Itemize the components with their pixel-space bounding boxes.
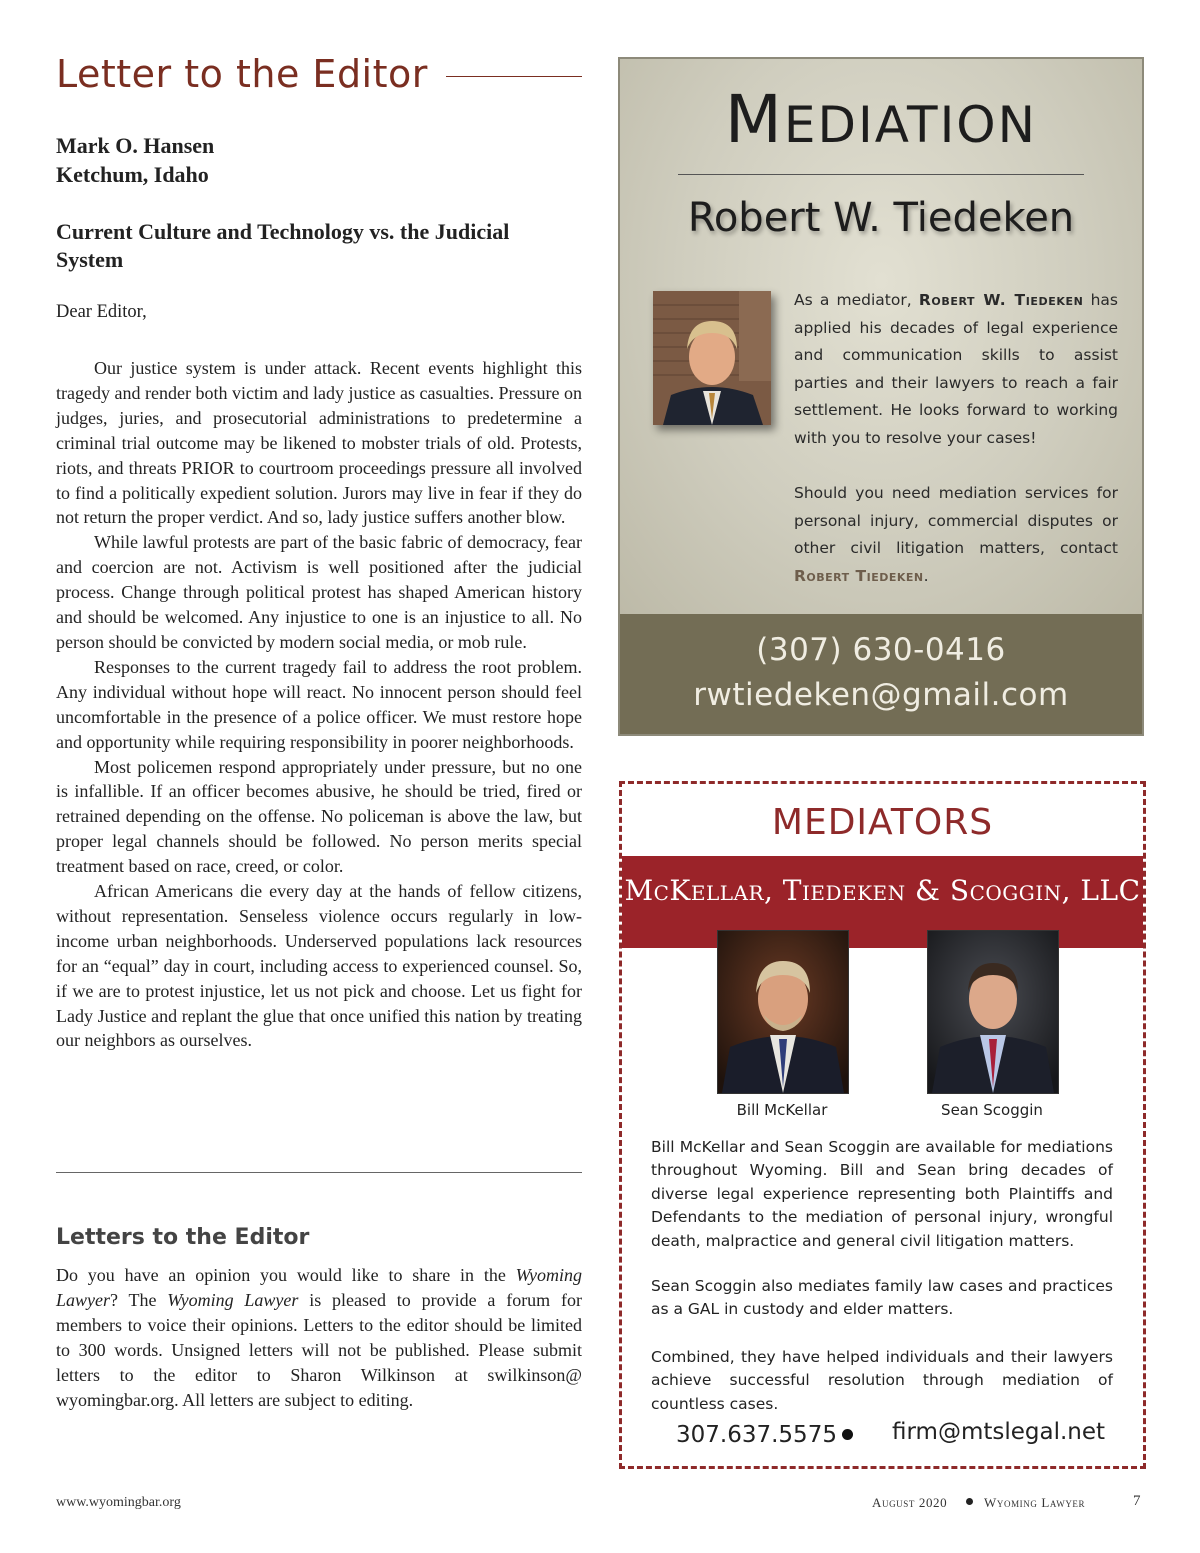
letter-paragraph: While lawful protests are part of the basic fabric of democracy, fear and coercion are not. Activism is well positioned after the judicial process. Change through political protest has shaped American history and should be welcomed. Any injustice to one is an injustice to all. No person should be convicted by modern social media, or mob rule.: [56, 532, 582, 652]
ad-title-rule: [678, 174, 1084, 175]
ad-contact-bar: [620, 614, 1142, 734]
desc-text: has applied his decades of legal experience and communication skills to assist parties and their lawyers to reach a fair settlement. He looks forward to working with you to resolve your cases!: [794, 291, 1118, 447]
letter-body: [56, 356, 582, 1053]
ad-mediators-firm: [619, 781, 1146, 1469]
services-text: .: [923, 566, 929, 585]
ad-title: [620, 81, 1142, 158]
section-title: Letter to the Editor: [56, 52, 428, 96]
desc-text: As a mediator,: [794, 291, 919, 309]
firm-phone: 307.637.5575: [676, 1422, 837, 1448]
letters-info-body: [56, 1263, 582, 1412]
info-text: is pleased to provide a forum for members to voice their opinions. Letters to the editor should be limited to 300 words. Unsigned letters will not be published. Please submit letters to the editor to Sharon Wilkinson at swilkinson@ wyomingbar.org. All letters are subject to editing.: [56, 1289, 582, 1410]
title-rule: [446, 76, 582, 77]
letter-paragraph: African Americans die every day at the hands of fellow citizens, without representation. Senseless violence occurs regularly in low-income urban neighborhoods. Underserved populations lack resources for an “equal” day in court, including access to experienced counsel. So, if we are to protest injustice, let us not pick and choose. Let us fight for Lady Justice and replant the glue that once unified this nation by treating our neighbors as ourselves.: [56, 881, 582, 1051]
letter-heading: Current Culture and Technology vs. the Judicial System: [56, 219, 510, 272]
magazine-name: Wyoming Lawyer: [56, 1265, 582, 1310]
magazine-name: Wyoming Lawyer: [167, 1289, 299, 1310]
photo-sean-scoggin: [927, 930, 1059, 1094]
section-divider: [56, 1172, 582, 1173]
desc-mediator-name: Robert W. Tiedeken: [918, 291, 1084, 309]
firm-name: McKellar, Tiedeken & Scoggin, LLC: [624, 874, 1141, 907]
mediator-description: [794, 287, 1118, 452]
letter-paragraph: Responses to the current tragedy fail to address the root problem. Any individual without hope will react. No innocent person should feel uncomfortable in the presence of a police officer. We must restore hope and opportunity while requiring responsibility in poorer neighborhoods.: [56, 656, 582, 752]
letters-info-heading: Letters to the Editor: [56, 1225, 310, 1250]
mediator-photo: [653, 291, 771, 425]
caption-sean-scoggin: Sean Scoggin: [941, 1101, 1043, 1119]
ad-title: MEDIATORS: [771, 802, 994, 843]
letter-paragraph: Most policemen respond appropriately under pressure, but no one is infallible. If an officer becomes abusive, he should be tried, fired or retrained depending on the offense. No policeman is above the law, but proper legal channels should be followed. No person merits special treatment based on race, creed, or color.: [56, 756, 582, 877]
firm-email: firm@mtslegal.net: [892, 1419, 1106, 1445]
info-text: Do you have an opinion you would like to share in the: [56, 1265, 516, 1285]
mediator-name: Robert W. Tiedeken: [687, 195, 1075, 241]
firm-family-law-note: Sean Scoggin also mediates family law cases and practices as a GAL in custody and elder matters.: [651, 1277, 1113, 1319]
ad-title-initial: M: [724, 81, 784, 158]
author-name: Mark O. Hansen: [56, 133, 215, 158]
bullet-separator: [842, 1429, 853, 1440]
services-contact-name: Robert Tiedeken: [794, 566, 924, 585]
footer-bullet: [966, 1498, 973, 1505]
firm-results: Combined, they have helped individuals and their lawyers achieve successful resolution through mediation of countless cases.: [651, 1348, 1113, 1413]
services-text: Should you need mediation services for personal injury, commercial disputes or other civil litigation matters, contact: [794, 484, 1118, 557]
mediator-phone: (307) 630-0416: [756, 632, 1006, 668]
caption-bill-mckellar: Bill McKellar: [736, 1101, 828, 1119]
ad-tiedeken-mediation: [618, 57, 1144, 736]
salutation: Dear Editor,: [56, 302, 147, 322]
firm-description: Bill McKellar and Sean Scoggin are available for mediations throughout Wyoming. Bill and Sean bring decades of diverse legal experience representing both Plaintiffs and Defendants to the mediation of personal injury, wrongful death, malpractice and general civil litigation matters.: [651, 1138, 1113, 1250]
footer-url: www.wyomingbar.org: [56, 1495, 181, 1510]
footer-issue-date: August 2020: [872, 1495, 948, 1510]
page-number: 7: [1133, 1493, 1141, 1509]
firm-banner: [622, 856, 1143, 948]
photo-bill-mckellar: [717, 930, 849, 1094]
info-text: ? The: [110, 1289, 168, 1310]
ad-title-rest: EDIATION: [783, 96, 1038, 154]
author-location: Ketchum, Idaho: [56, 162, 209, 187]
letter-paragraph: Our justice system is under attack. Recent events highlight this tragedy and render both victim and lady justice as casualties. Pressure on judges, juries, and prosecutorial administrations to predetermine a criminal trial outcome may be likened to mobster trials of old. Protests, riots, and threats PRIOR to courtroom proceedings pressure all involved to find a politically expedient solution. Jurors may live in fear if they do not return the proper verdict. And so, lady justice suffers another blow.: [56, 358, 582, 528]
footer-magazine: Wyoming Lawyer: [984, 1495, 1086, 1510]
mediator-services: [794, 480, 1118, 590]
mediator-email: rwtiedeken@gmail.com: [693, 677, 1069, 713]
